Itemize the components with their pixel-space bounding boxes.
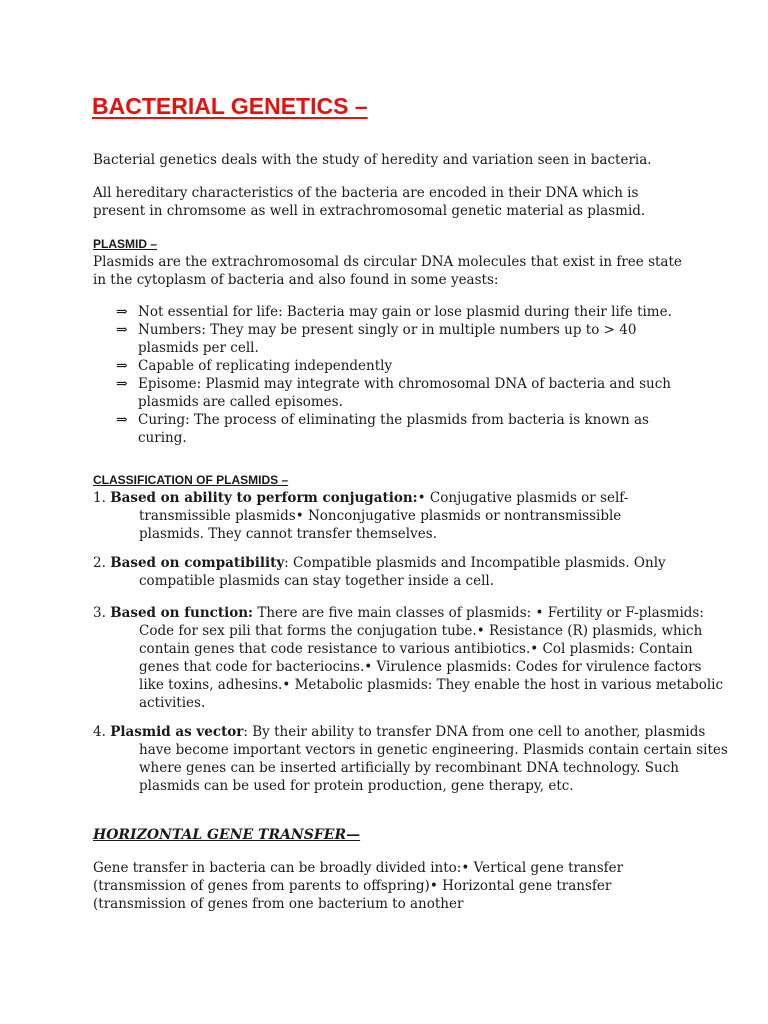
classification-item: 1. Based on ability to perform conjugation:• Conjugative plasmids or self-transmissible plasmids• Nonconjugative plasmids or nontransmissible plasmids. They cannot transfer themselves. [93, 490, 629, 542]
arrow-icon: ⇒ [116, 358, 128, 374]
classification-item: 4. Plasmid as vector: By their ability to transfer DNA from one cell to another, plasmids have become important vectors in genetic engineering. Plasmids contain certain sites where genes can be inserted artificially by recombinant DNA technology. Such plasmids can be used for protein production, gene therapy, etc. [93, 724, 728, 794]
list-item: ⇒ Capable of replicating independently [116, 358, 393, 374]
classification-heading: CLASSIFICATION OF PLASMIDS – [93, 473, 289, 487]
list-item: ⇒ Not essential for life: Bacteria may gain or lose plasmid during their life time. [116, 304, 672, 320]
plasmid-definition: Plasmids are the extrachromosomal ds circular DNA molecules that exist in free state in the cytoplasm of bacteria and also found in some yeasts: [93, 254, 682, 288]
intro-paragraph-2: All hereditary characteristics of the bacteria are encoded in their DNA which is present in chromsome as well in extrachromosomal genetic material as plasmid. [93, 185, 646, 219]
classification-item: 3. Based on function: There are five main classes of plasmids: • Fertility or F-plasmids: Code for sex pili that forms the conjugation tube.• Resistance (R) plasmids, which contain genes that code resistance to various antibiotics.• Col plasmids: Contain genes that code for bacteriocins.• Virulence plasmids: Codes for virulence factors like toxins, adhesins.• Metabolic plasmids: They enable the host in various metabolic activities. [93, 605, 724, 711]
hgt-heading: HORIZONTAL GENE TRANSFER— [93, 827, 361, 843]
list-item: ⇒ Curing: The process of eliminating the plasmids from bacteria is known as curing. [116, 412, 649, 446]
document-title: BACTERIAL GENETICS – [92, 93, 368, 119]
plasmid-points-list [93, 303, 683, 447]
classification-item: 2. Based on compatibility: Compatible plasmids and Incompatible plasmids. Only compatible plasmids can stay together inside a cell. [93, 555, 666, 589]
intro-paragraph-1: Bacterial genetics deals with the study of heredity and variation seen in bacteria. [93, 152, 652, 168]
plasmid-section [93, 235, 683, 289]
list-item: ⇒ Numbers: They may be present singly or in multiple numbers up to > 40 plasmids per cell. [116, 322, 637, 356]
arrow-icon: ⇒ [116, 304, 128, 320]
hgt-paragraph: Gene transfer in bacteria can be broadly divided into:• Vertical gene transfer (transmission of genes from parents to offspring)• Horizontal gene transfer (transmission of genes from one bacterium to another [93, 860, 624, 912]
arrow-icon: ⇒ [116, 322, 128, 338]
classification-section [93, 471, 683, 543]
plasmid-heading: PLASMID – [93, 237, 158, 251]
arrow-icon: ⇒ [116, 412, 128, 428]
arrow-icon: ⇒ [116, 376, 128, 392]
list-item: ⇒ Episome: Plasmid may integrate with chromosomal DNA of bacteria and such plasmids are called episomes. [116, 376, 671, 410]
